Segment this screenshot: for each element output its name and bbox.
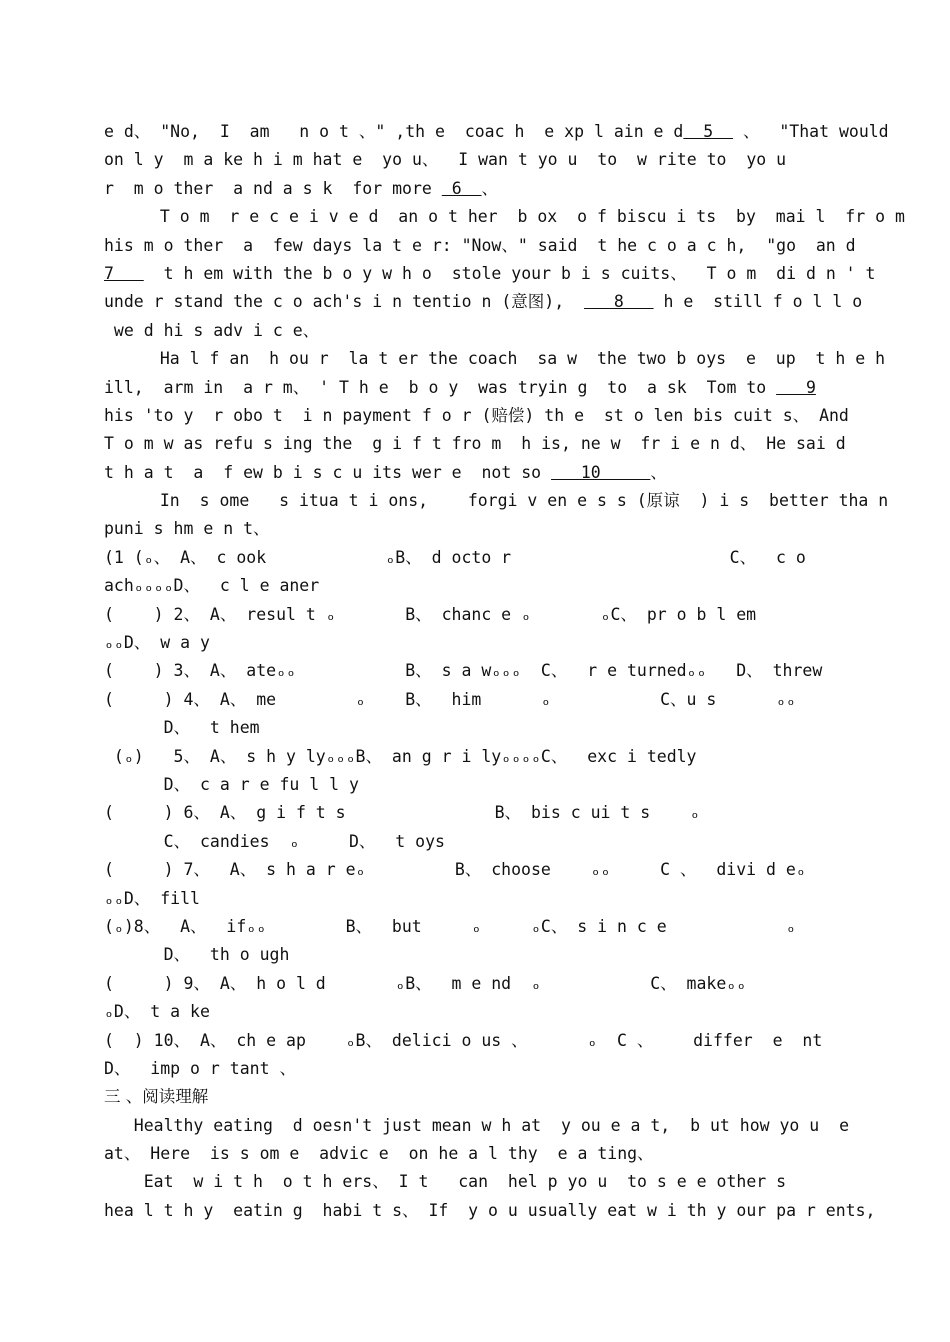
question-line: ( ) 10、 A、 ch e ap ₒB、 delici o us 、 ₒ C 、 differ e nt — [104, 1030, 823, 1050]
question-line: (ₒ)8、 A、 ifₒₒ B、 but ₒ ₒC、 s i n c e ₒ — [104, 916, 796, 936]
reading-line: hea l t h y eatin g habi t s、 If y o u usually eat w i th y our pa r ents, — [104, 1200, 876, 1220]
question-line: ₒD、 t a ke — [104, 1002, 210, 1022]
passage-line — [104, 430, 846, 458]
reading-paragraph — [104, 1112, 876, 1226]
question-line: ( ) 9、 A、 h o l d ₒB、 m e nd ₒ C、 makeₒₒ — [104, 973, 747, 993]
question-line: D、 th o ugh — [104, 945, 290, 965]
passage-line — [104, 260, 876, 288]
question-line: ₒₒD、 w a y — [104, 633, 210, 653]
passage-line — [104, 402, 849, 430]
reading-line: at、 Here is s om e advic e on he a l thy e a ting、 — [104, 1144, 654, 1164]
passage-text: ill, arm in a r m、 ' T h e b o y was tryin g to a sk Tom to — [104, 377, 777, 397]
passage-text: 、 — [650, 462, 667, 482]
question-line: D、 t hem — [104, 718, 260, 738]
cloze-questions — [104, 544, 846, 1083]
answer-blank: 7 — [104, 263, 144, 283]
passage-text: t h em with the b o y w h o stole your b i s cuits、 T o m di d n ' t — [143, 263, 876, 283]
passage-text: 、 — [481, 178, 499, 198]
reading-line: Healthy eating d oesn't just mean w h at y ou e a t, b ut how yo u e — [104, 1115, 850, 1135]
answer-blank: 9 — [776, 377, 816, 397]
passage-text: h e still f o l l o — [653, 292, 863, 312]
passage-text: T o m w as refu s ing the g i f t fro m h is, ne w fr i e n d、 He sai d — [104, 434, 846, 454]
passage-text: his 'to y r obo t i n payment f o r (赔偿) th e st o len bis cuit s、 And — [104, 405, 849, 425]
reading-line: Eat w i t h o t h ers、 I t can hel p yo u to s e e other s — [104, 1172, 787, 1192]
answer-blank: 8 — [584, 292, 654, 312]
question-line: ( ) 2、 A、 resul t ₒ B、 chanc e ₒ ₒC、 pr o b l em — [104, 604, 757, 624]
answer-blank: 5 — [683, 122, 734, 141]
passage-line — [104, 146, 846, 174]
passage-text: his m o ther a few days la t e r: "Now、" said t he c o a c h, "go an d — [104, 235, 856, 255]
passage-line — [104, 118, 889, 146]
question-line: C、 candies ₒ D、 t oys — [104, 831, 445, 851]
passage-text: puni s hm e n t、 — [104, 519, 270, 539]
question-line: D、 imp o r tant 、 — [104, 1058, 296, 1078]
passage-text: 、 "That would — [733, 122, 889, 141]
passage-text: t h a t a f ew b i s c u its wer e not so — [104, 462, 552, 482]
question-line: D、 c a r e fu l l y — [104, 774, 359, 794]
question-line: achₒₒₒₒD、 c l e aner — [104, 576, 320, 596]
answer-blank: 10 — [551, 462, 651, 482]
passage-line — [104, 175, 846, 203]
passage-line — [104, 203, 905, 231]
passage-text: on l y m a ke h i m hat e yo u、 I wan t yo u to w rite to yo u — [104, 150, 787, 170]
question-line: ( ) 7、 A、 s h a r eₒ B、 choose ₒₒ C 、 divi d eₒ — [104, 860, 806, 880]
passage-text: T o m r e c e i v e d an o t her b ox o f biscu i ts by mai l fr o m — [140, 207, 905, 227]
question-line: ( ) 3、 A、 ateₒₒ B、 s a wₒₒₒ C、 r e turnedₒₒ D、 threw — [104, 661, 823, 681]
question-line: ( ) 6、 A、 g i f t s B、 bis c ui t s ₒ — [104, 803, 700, 823]
document-page — [104, 118, 905, 1225]
passage-line — [104, 487, 889, 515]
passage-line — [104, 374, 846, 402]
passage-line — [104, 317, 846, 345]
question-line: (ₒ) 5、 A、 s h y lyₒₒₒB、 an g r i lyₒₒₒₒC、 exc i tedly — [104, 746, 697, 766]
passage-text: we d hi s adv i c e、 — [104, 320, 320, 340]
answer-blank: 6 — [441, 178, 482, 198]
passage-text: In s ome s itua t i ons, forgi v en e s s (原谅 ) i s better tha n — [140, 491, 889, 511]
question-line: (1 (ₒ、 A、 c ook ₒB、 d octo r C、 c o — [104, 547, 806, 567]
passage-line — [104, 459, 846, 487]
passage-text: Ha l f an h ou r la t er the coach sa w the two b oys e up t h e h — [140, 349, 886, 369]
question-line: ( ) 4、 A、 me ₒ B、 him ₒ C、u s ₒₒ — [104, 689, 796, 709]
passage-text: e d、 "No, I am n o t 、" ,th e coac h e xp l ain e d — [104, 122, 684, 141]
passage-text: unde r stand the c o ach's i n tentio n (意图), — [104, 292, 585, 312]
question-line: ₒₒD、 fill — [104, 888, 200, 908]
passage-text: r m o ther a nd a s k for more — [104, 178, 442, 198]
passage-line — [104, 345, 886, 373]
passage-line — [104, 232, 856, 260]
section-heading: 三 、阅读理解 — [104, 1087, 209, 1107]
cloze-passage — [104, 118, 905, 544]
passage-line — [104, 515, 846, 543]
reading-section — [104, 1083, 876, 1225]
passage-line — [104, 288, 863, 316]
